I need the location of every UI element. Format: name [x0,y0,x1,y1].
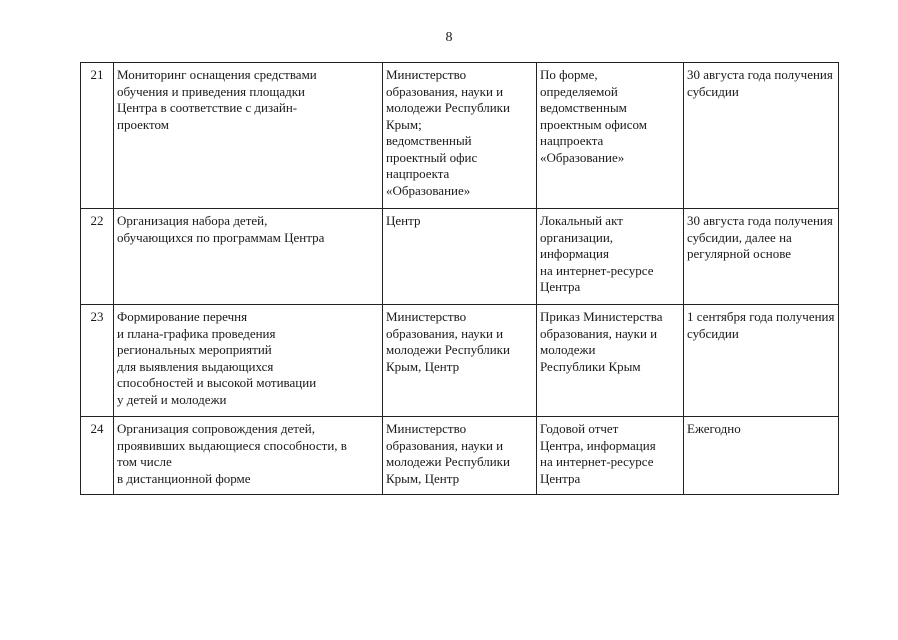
responsible-text: Министерство образования, науки и молодежи Республики Крым, Центр [386,309,510,374]
page-number: 8 [445,30,453,45]
responsible-text: Министерство образования, науки и молодежи Республики Крым; ведомственный проектный офис нацпроекта «Образование» [386,67,510,198]
deadline-cell [684,417,839,495]
task-cell [114,63,383,209]
responsible-text: Министерство образования, науки и молодежи Республики Крым, Центр [386,421,510,486]
deadline-cell [684,305,839,417]
table-row [81,209,839,305]
responsible-cell [383,209,537,305]
deadline-cell [684,63,839,209]
deadline-text: 30 августа года получения субсидии, далее на регулярной основе [687,213,833,261]
plan-table [80,62,839,495]
table-row [81,305,839,417]
task-text: Мониторинг оснащения средствами обучения и приведения площадки Центра в соответствие с дизайн- проектом [117,67,317,132]
row-number-cell: 22 [81,209,114,305]
form-cell [537,417,684,495]
responsible-cell [383,417,537,495]
row-number-cell: 23 [81,305,114,417]
table-row [81,63,839,209]
form-cell [537,209,684,305]
responsible-text: Центр [386,213,421,228]
form-text: Приказ Министерства образования, науки и молодежи Республики Крым [540,309,663,374]
table-row [81,417,839,495]
task-cell [114,305,383,417]
responsible-cell [383,305,537,417]
deadline-text: 30 августа года получения субсидии [687,67,833,99]
task-text: Формирование перечня и плана-графика проведения региональных мероприятий для выявления выдающихся способностей и высокой мотивации у детей и молодежи [117,309,317,407]
deadline-cell [684,209,839,305]
form-cell [537,305,684,417]
task-cell [114,209,383,305]
row-number-cell: 21 [81,63,114,209]
task-text: Организация сопровождения детей, проявивших выдающиеся способности, в том числе в дистанционной форме [117,421,347,486]
task-cell [114,417,383,495]
responsible-cell [383,63,537,209]
form-cell [537,63,684,209]
form-text: Локальный акт организации, информация на интернет-ресурсе Центра [540,213,654,294]
task-text: Организация набора детей, обучающихся по программам Центра [117,213,325,245]
form-text: По форме, определяемой ведомственным проектным офисом нацпроекта «Образование» [540,67,648,165]
form-text: Годовой отчет Центра, информация на интернет-ресурсе Центра [540,421,656,486]
row-number-cell: 24 [81,417,114,495]
deadline-text: Ежегодно [687,421,741,436]
deadline-text: 1 сентября года получения субсидии [687,309,835,341]
